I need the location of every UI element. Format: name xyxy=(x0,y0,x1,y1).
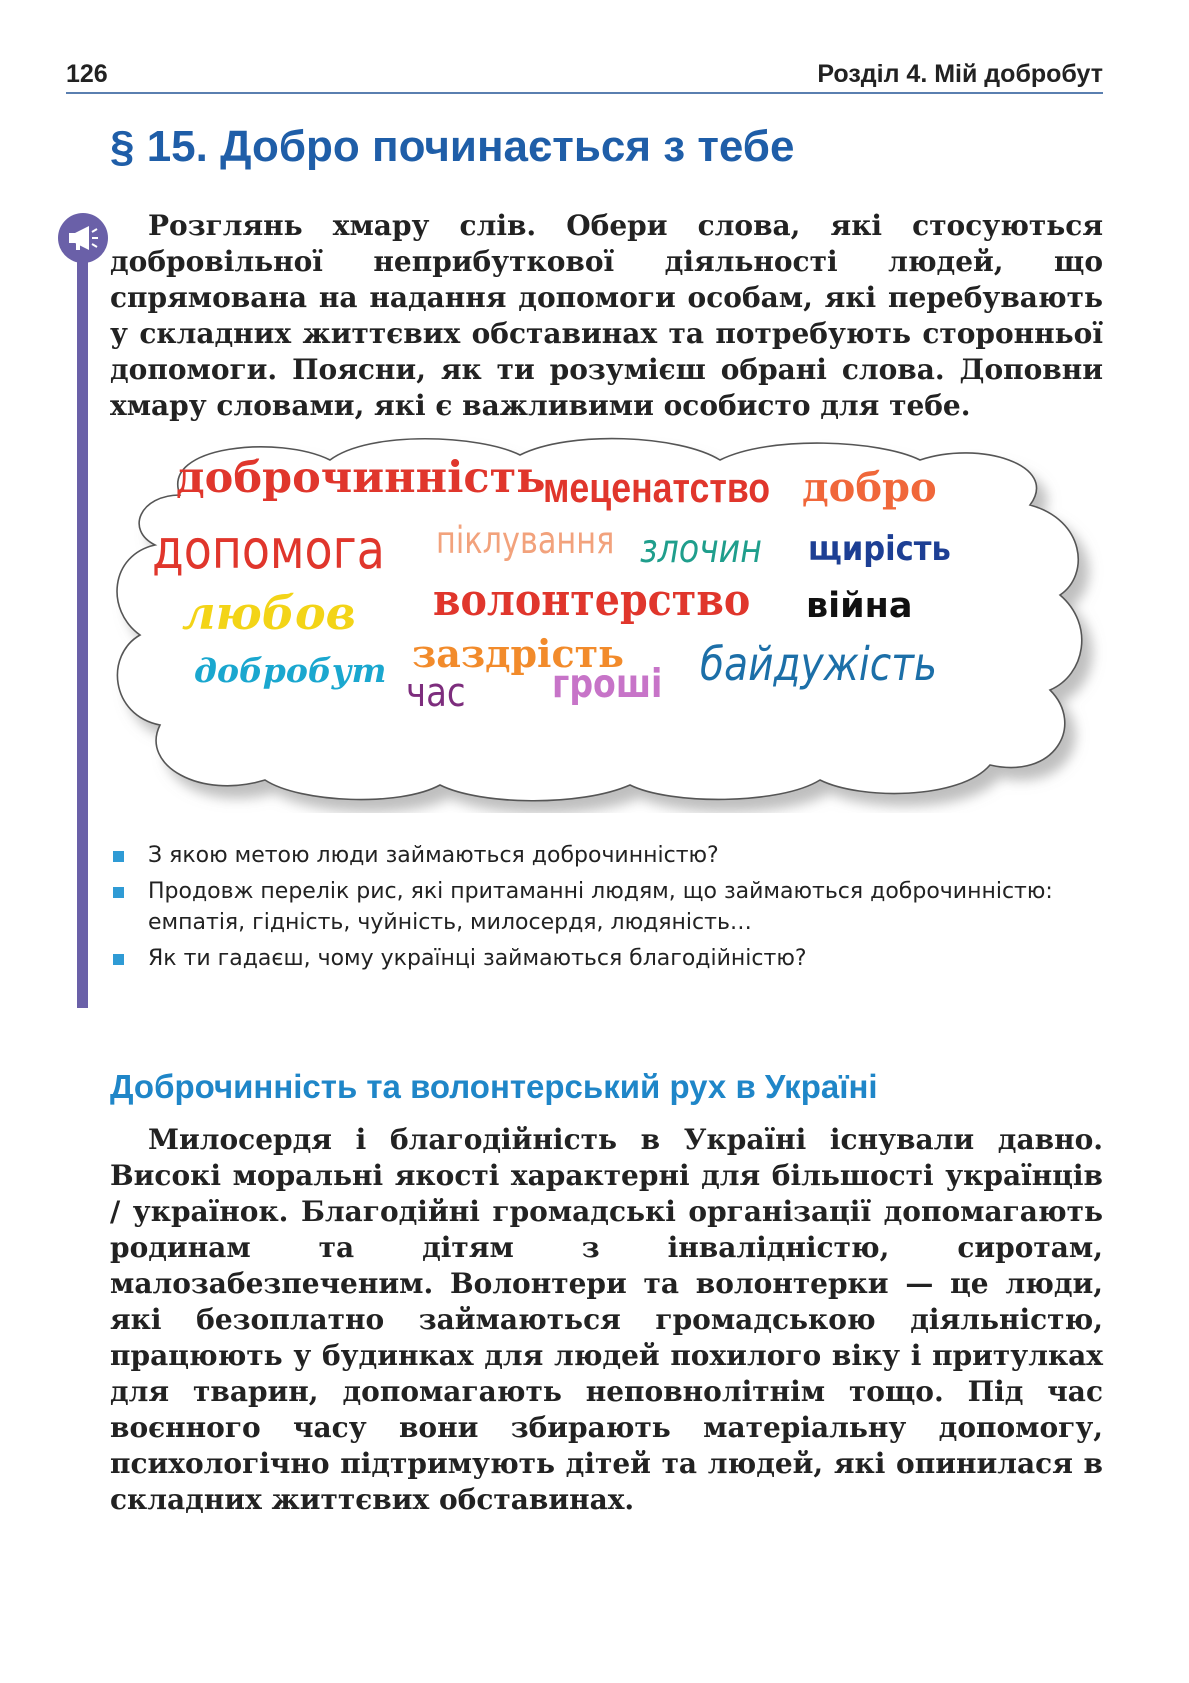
list-item xyxy=(110,943,1103,974)
task-intro: Розглянь хмару слів. Обери слова, які стосуються добровільної неприбуткової діяльності людей, що спрямована на надання допомоги особам, які перебувають у складних життєвих обставинах та потребують сторонньої допомоги. Поясни, як ти розумієш обрані слова. Доповни хмару словами, які є важливими особисто для тебе. xyxy=(110,209,1103,422)
question-text: З якою метою люди займаються доброчинністю? xyxy=(148,843,719,868)
cloud-word: волонтерство xyxy=(433,575,751,626)
cloud-word: меценатство xyxy=(543,464,771,511)
cloud-word: байдужість xyxy=(700,637,938,691)
page-number: 126 xyxy=(66,60,108,88)
megaphone-icon xyxy=(58,213,108,263)
section-title: § 15. Добро починається з тебе xyxy=(110,122,795,171)
cloud-word: допомога xyxy=(152,518,385,581)
cloud-word: добробут xyxy=(194,651,387,690)
list-item xyxy=(110,840,1103,871)
cloud-word: любов xyxy=(182,586,356,640)
cloud-word: злочин xyxy=(640,527,762,572)
cloud-word: гроші xyxy=(552,662,663,707)
cloud-word: піклування xyxy=(436,519,615,562)
page-header xyxy=(66,58,1103,94)
cloud-word: заздрість xyxy=(412,631,624,676)
question-list xyxy=(110,840,1103,979)
cloud-word: щирість xyxy=(808,529,951,569)
question-text: Продовж перелік рис, які притаманні людям, що займаються доброчинністю: емпатія, гідність, чуйність, милосердя, людяність… xyxy=(148,879,1053,935)
chapter-title: Розділ 4. Мій добробут xyxy=(817,60,1103,88)
list-item xyxy=(110,876,1103,938)
word-cloud xyxy=(100,435,1115,813)
cloud-word: доброчинність xyxy=(176,453,546,503)
body-paragraph: Милосердя і благодійність в Україні існували давно. Високі моральні якості характерні для більшості українців / українок. Благодійні громадські організації допомагають родинам та дітям з інвалідністю, сиротам, малозабезпеченим. Волонтери та волонтерки — це люди, які безоплатно займаються громадською діяльністю, працюють у будинках для людей похилого віку і притулках для тварин, допомагають неповнолітнім тощо. Під час воєнного часу вони збирають матеріальну допомогу, психологічно підтримують дітей та людей, які опинилася в складних життєвих обставинах. xyxy=(110,1123,1103,1516)
bullet-square-icon xyxy=(113,851,124,862)
subsection-title: Доброчинність та волонтерський рух в Україні xyxy=(110,1068,878,1105)
task-sidebar-bar xyxy=(77,238,88,1008)
bullet-square-icon xyxy=(113,954,124,965)
question-text: Як ти гадаєш, чому українці займаються благодійністю? xyxy=(148,946,807,971)
cloud-word: війна xyxy=(806,586,913,626)
cloud-word: добро xyxy=(802,464,937,511)
cloud-word: час xyxy=(406,670,466,716)
bullet-square-icon xyxy=(113,887,124,898)
